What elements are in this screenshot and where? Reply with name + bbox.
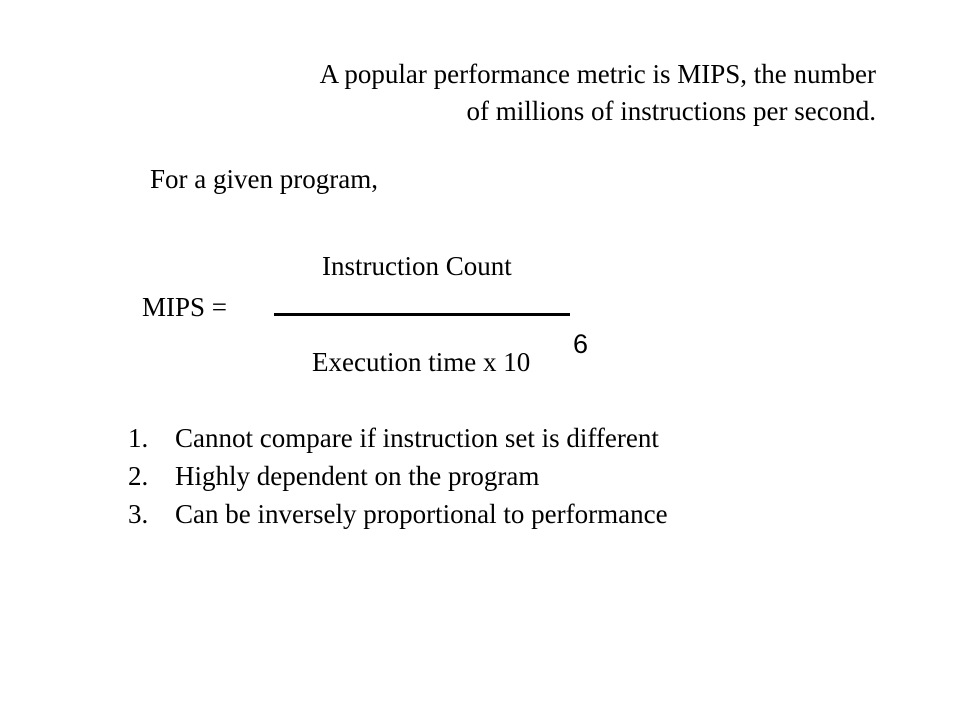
- list-item: [128, 457, 668, 495]
- formula-exponent: 6: [573, 329, 589, 359]
- list-item-number: 1.: [128, 423, 149, 453]
- list-item-text: Can be inversely proportional to performance: [175, 499, 668, 529]
- list-item-number: 3.: [128, 499, 149, 529]
- intro-line-2: of millions of instructions per second.: [466, 96, 876, 126]
- list-item: [128, 495, 668, 533]
- list-item-text: Highly dependent on the program: [175, 461, 540, 491]
- formula-lhs: MIPS =: [142, 292, 228, 322]
- list-item-number: 2.: [128, 461, 149, 491]
- formula-denominator: Execution time x 10: [312, 347, 531, 377]
- formula-numerator: Instruction Count: [322, 251, 512, 281]
- list-item-text: Cannot compare if instruction set is different: [175, 423, 659, 453]
- intro-line-1: A popular performance metric is MIPS, the number: [319, 59, 876, 89]
- given-program-text: For a given program,: [150, 164, 378, 194]
- list-item: [128, 419, 668, 457]
- drawbacks-list: [128, 419, 668, 533]
- fraction-bar: [274, 313, 570, 316]
- intro-text: [320, 56, 876, 130]
